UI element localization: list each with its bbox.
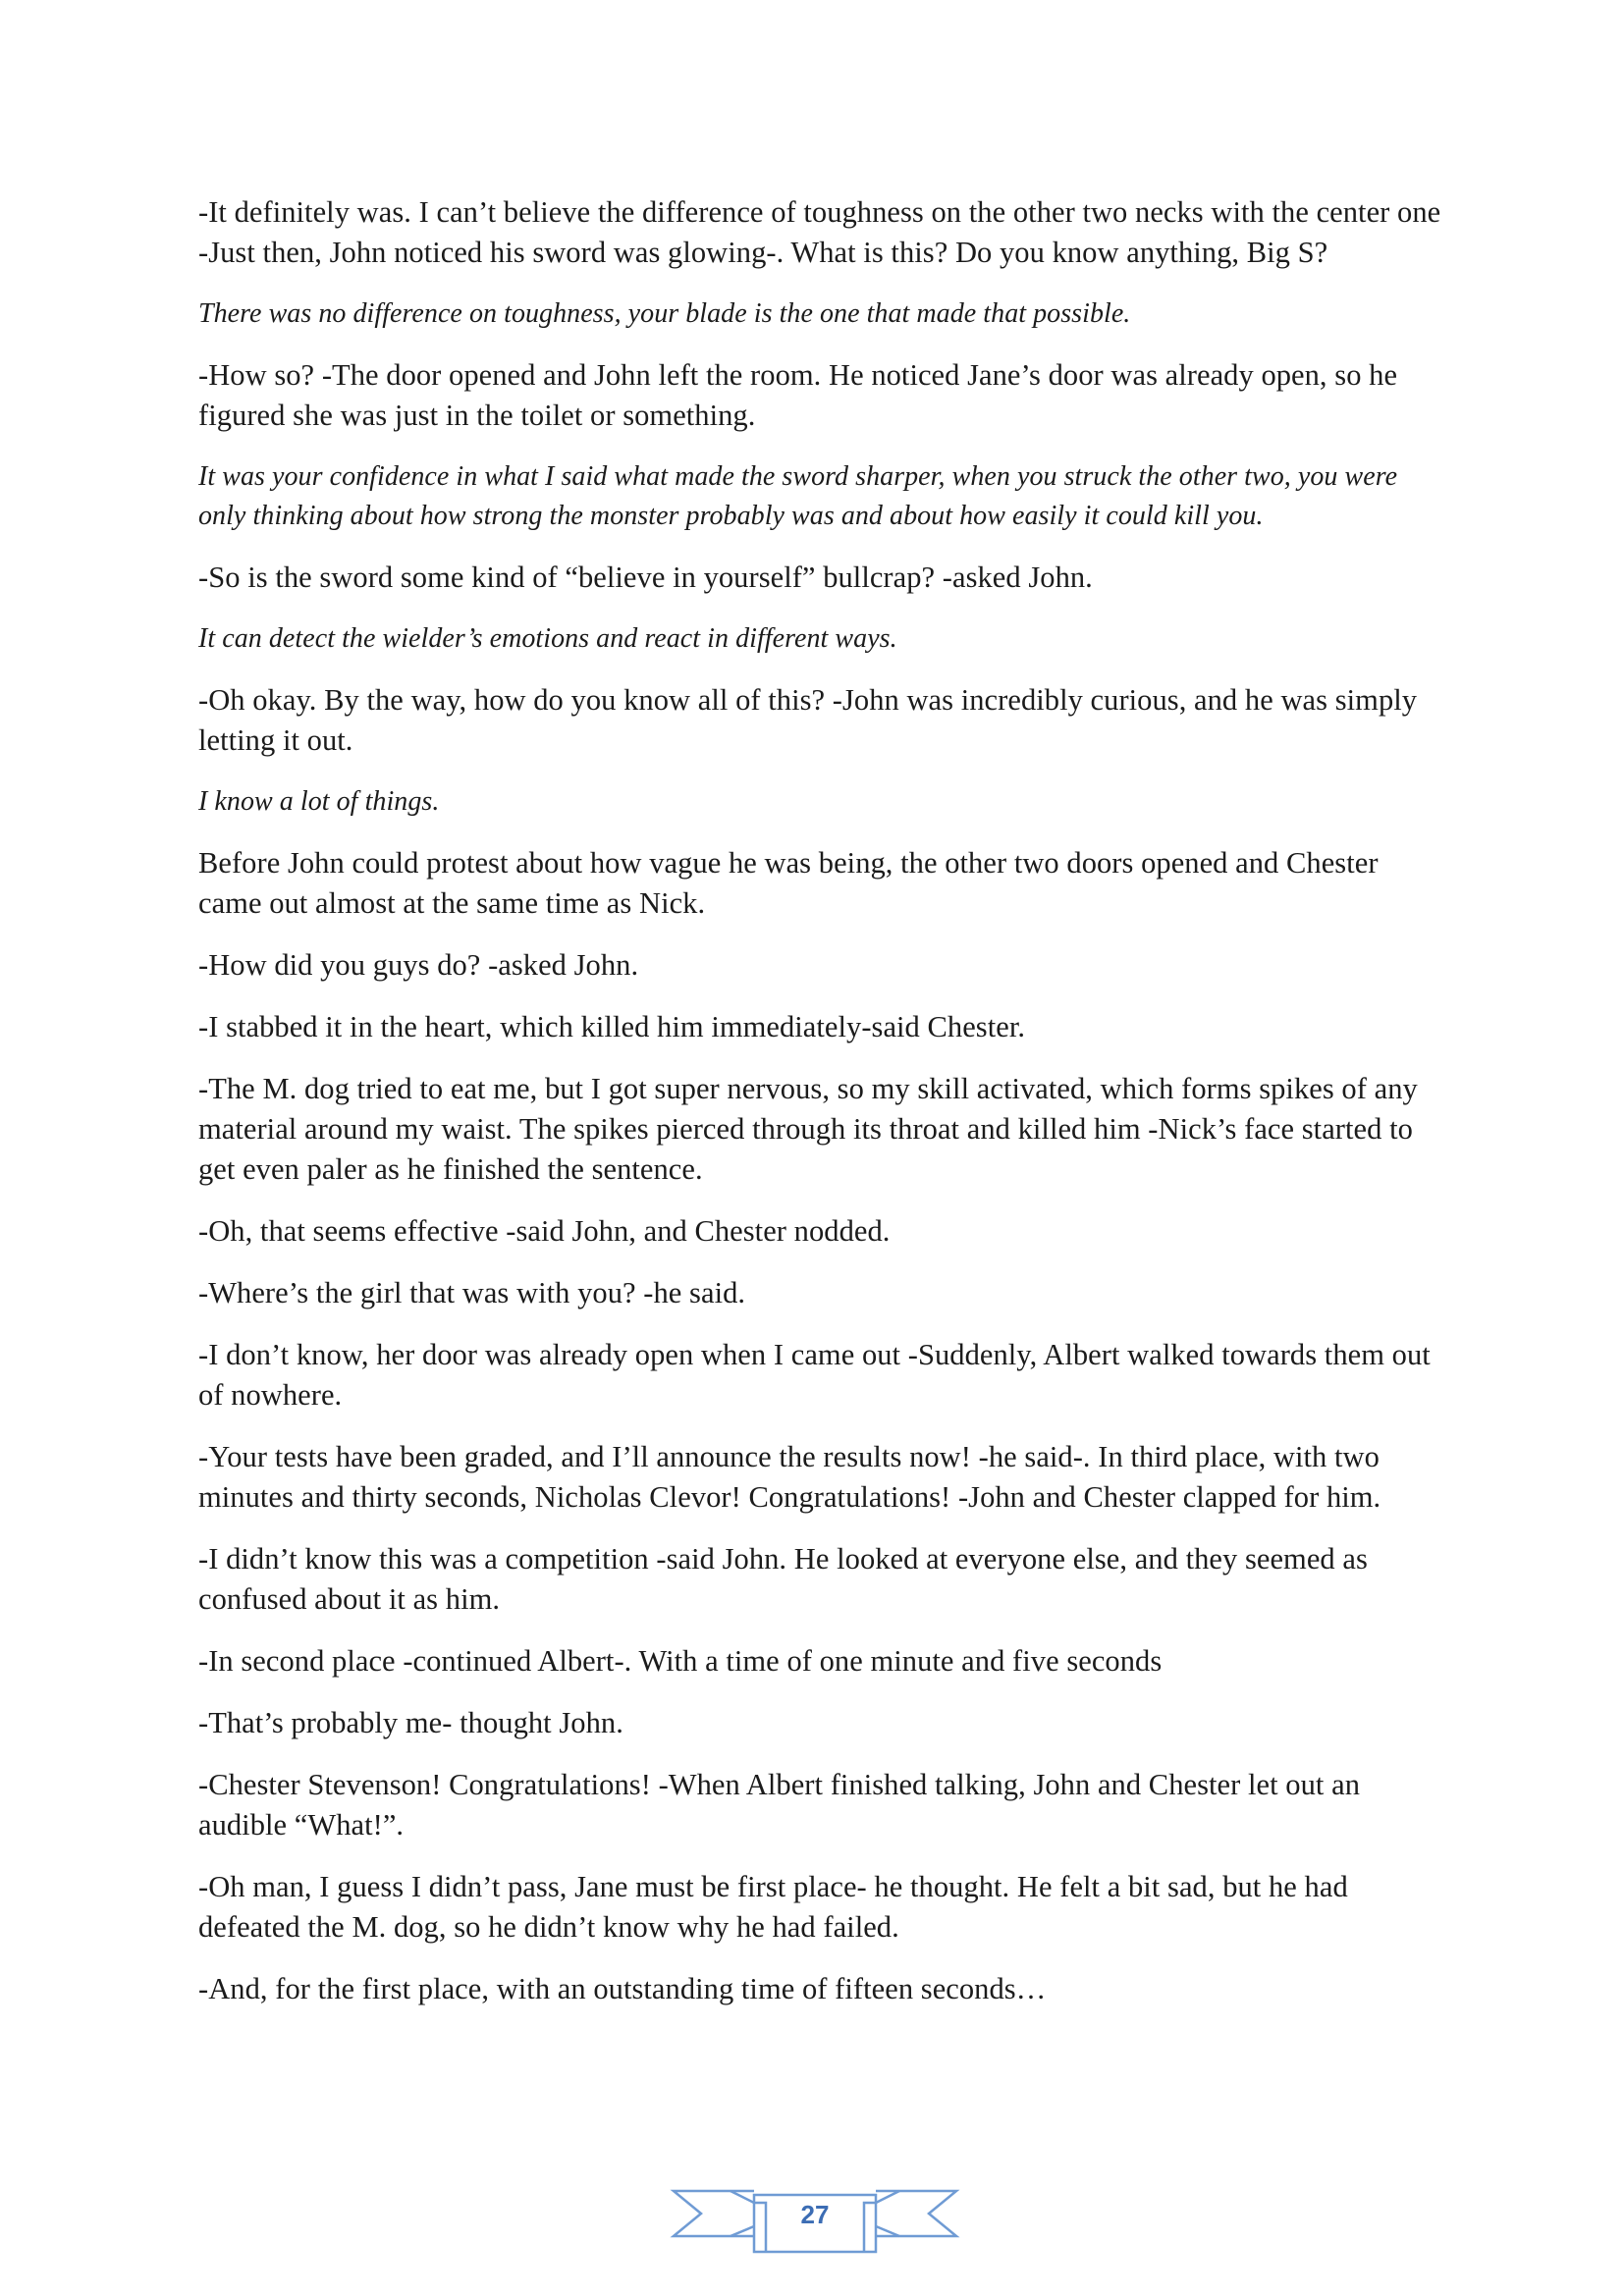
paragraph: -Oh, that seems effective -said John, and Chester nodded. (198, 1214, 891, 1248)
paragraph: -The M. dog tried to eat me, but I got super nervous, so my skill activated, which forms spikes of any material around my waist. The spikes pierced through its throat and killed him -Nick’s face started to get even paler as he finished the sentence. (198, 1072, 1418, 1186)
page-number-ribbon (668, 2177, 962, 2262)
paragraph: -Where’s the girl that was with you? -he said. (198, 1276, 746, 1309)
paragraph: -I didn’t know this was a competition -said John. He looked at everyone else, and they seemed as confused about it as him. (198, 1542, 1368, 1616)
paragraph: -In second place -continued Albert-. With a time of one minute and five seconds (198, 1644, 1163, 1678)
paragraph: -That’s probably me- thought John. (198, 1706, 623, 1739)
paragraph: -How did you guys do? -asked John. (198, 948, 639, 982)
paragraph: -How so? -The door opened and John left the room. He noticed Jane’s door was already open, so he figured she was just in the toilet or something. (198, 358, 1398, 432)
page-body (198, 192, 1445, 2031)
paragraph: -Oh okay. By the way, how do you know all of this? -John was incredibly curious, and he was simply letting it out. (198, 683, 1418, 757)
paragraph: -And, for the first place, with an outstanding time of fifteen seconds… (198, 1972, 1047, 2005)
paragraph: -I don’t know, her door was already open when I came out -Suddenly, Albert walked towards them out of nowhere. (198, 1338, 1431, 1412)
paragraph: -Chester Stevenson! Congratulations! -When Albert finished talking, John and Chester let out an audible “What!”. (198, 1768, 1360, 1842)
paragraph: -Oh man, I guess I didn’t pass, Jane must be first place- he thought. He felt a bit sad, but he had defeated the M. dog, so he didn’t know why he had failed. (198, 1870, 1348, 1944)
paragraph-voice: It was your confidence in what I said what made the sword sharper, when you struck the other two, you were only thinking about how strong the monster probably was and about how easily it could kill you. (198, 461, 1398, 531)
paragraph: Before John could protest about how vague he was being, the other two doors opened and Chester came out almost at the same time as Nick. (198, 846, 1379, 920)
paragraph: -So is the sword some kind of “believe in yourself” bullcrap? -asked John. (198, 561, 1093, 594)
paragraph: -Your tests have been graded, and I’ll announce the results now! -he said-. In third place, with two minutes and thirty seconds, Nicholas Clevor! Congratulations! -John and Chester clapped for him. (198, 1440, 1381, 1514)
paragraph: -I stabbed it in the heart, which killed him immediately-said Chester. (198, 1010, 1026, 1043)
paragraph-voice: There was no difference on toughness, your blade is the one that made that possible. (198, 298, 1131, 329)
paragraph: -It definitely was. I can’t believe the difference of toughness on the other two necks with the center one -Just then, John noticed his sword was glowing-. What is this? Do you know anything, Big S? (198, 195, 1441, 269)
page-number: 27 (800, 2200, 830, 2229)
paragraph-voice: It can detect the wielder’s emotions and react in different ways. (198, 623, 897, 654)
paragraph-voice: I know a lot of things. (198, 786, 440, 817)
